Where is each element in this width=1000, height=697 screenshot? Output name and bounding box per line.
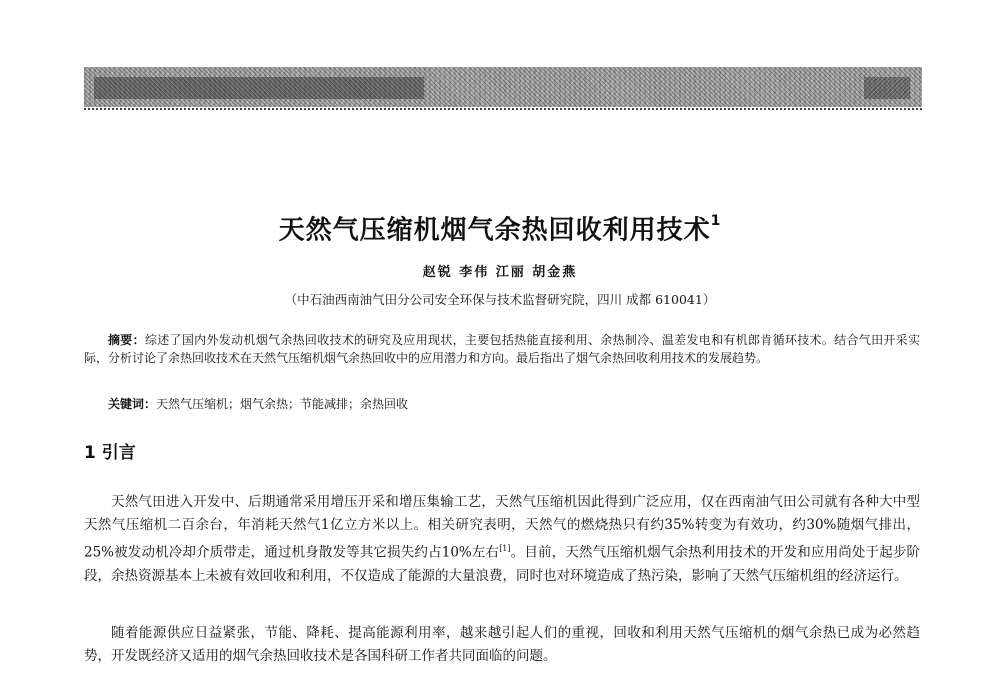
citation-ref[interactable]: [1] [499,544,511,553]
journal-header-page-block [864,77,910,99]
journal-header-band [84,67,922,107]
header-divider [84,108,922,110]
author-list: 赵锐 李伟 江丽 胡金燕 [422,265,578,280]
abstract [84,331,920,367]
abstract-label: 摘要： [108,333,145,347]
body-paragraph-1-part-b: 。目前，天然气压缩机烟气余热利用技术的开发和应用尚处于起步阶段，余热资源基本上未被有效回收和利用，不仅造成了能源的大量浪费，同时也对环境造成了热污染，影响了天然气压缩机组的经济运行。 [84,544,920,584]
body-paragraph-1-part-a: 天然气田进入开发中、后期通常采用增压开采和增压集输工艺，天然气压缩机因此得到广泛应用，仅在西南油气田公司就有各种大中型天然气压缩机二百余台，年消耗天然气1亿立方米以上。相关研究表明，天然气的燃烧热只有约35%转变为有效功，约30%随烟气排出，25%被发动机冷却介质带走，通过机身散发等其它损失约占10%左右 [84,494,920,561]
paper-title [0,208,1000,248]
body-paragraph-2: 随着能源供应日益紧张，节能、降耗、提高能源利用率，越来越引起人们的重视，回收和利用天然气压缩机的烟气余热已成为必然趋势，开发既经济又适用的烟气余热回收技术是各国科研工作者共同面临的问题。 [84,625,920,664]
paper-title-text: 天然气压缩机烟气余热回收利用技术 [278,215,711,246]
keywords [108,395,920,413]
abstract-text: 综述了国内外发动机烟气余热回收技术的研究及应用现状，主要包括热能直接利用、余热制冷、温差发电和有机郎肯循环技术。结合气田开采实际，分析讨论了余热回收技术在天然气压缩机烟气余热回收中的应用潜力和方向。最后指出了烟气余热回收利用技术的发展趋势。 [84,333,920,365]
title-footnote-mark: 1 [710,213,722,229]
keywords-label: 关键词： [108,397,157,411]
author-affiliation: （中石油西南油气田分公司安全环保与技术监督研究院，四川 成都 610041） [284,292,716,307]
section-heading-introduction: 1 引言 [84,443,136,463]
journal-header-title-block [94,77,424,99]
body-paragraph-1 [84,491,920,588]
keywords-text: 天然气压缩机；烟气余热；节能减排；余热回收 [156,397,409,411]
